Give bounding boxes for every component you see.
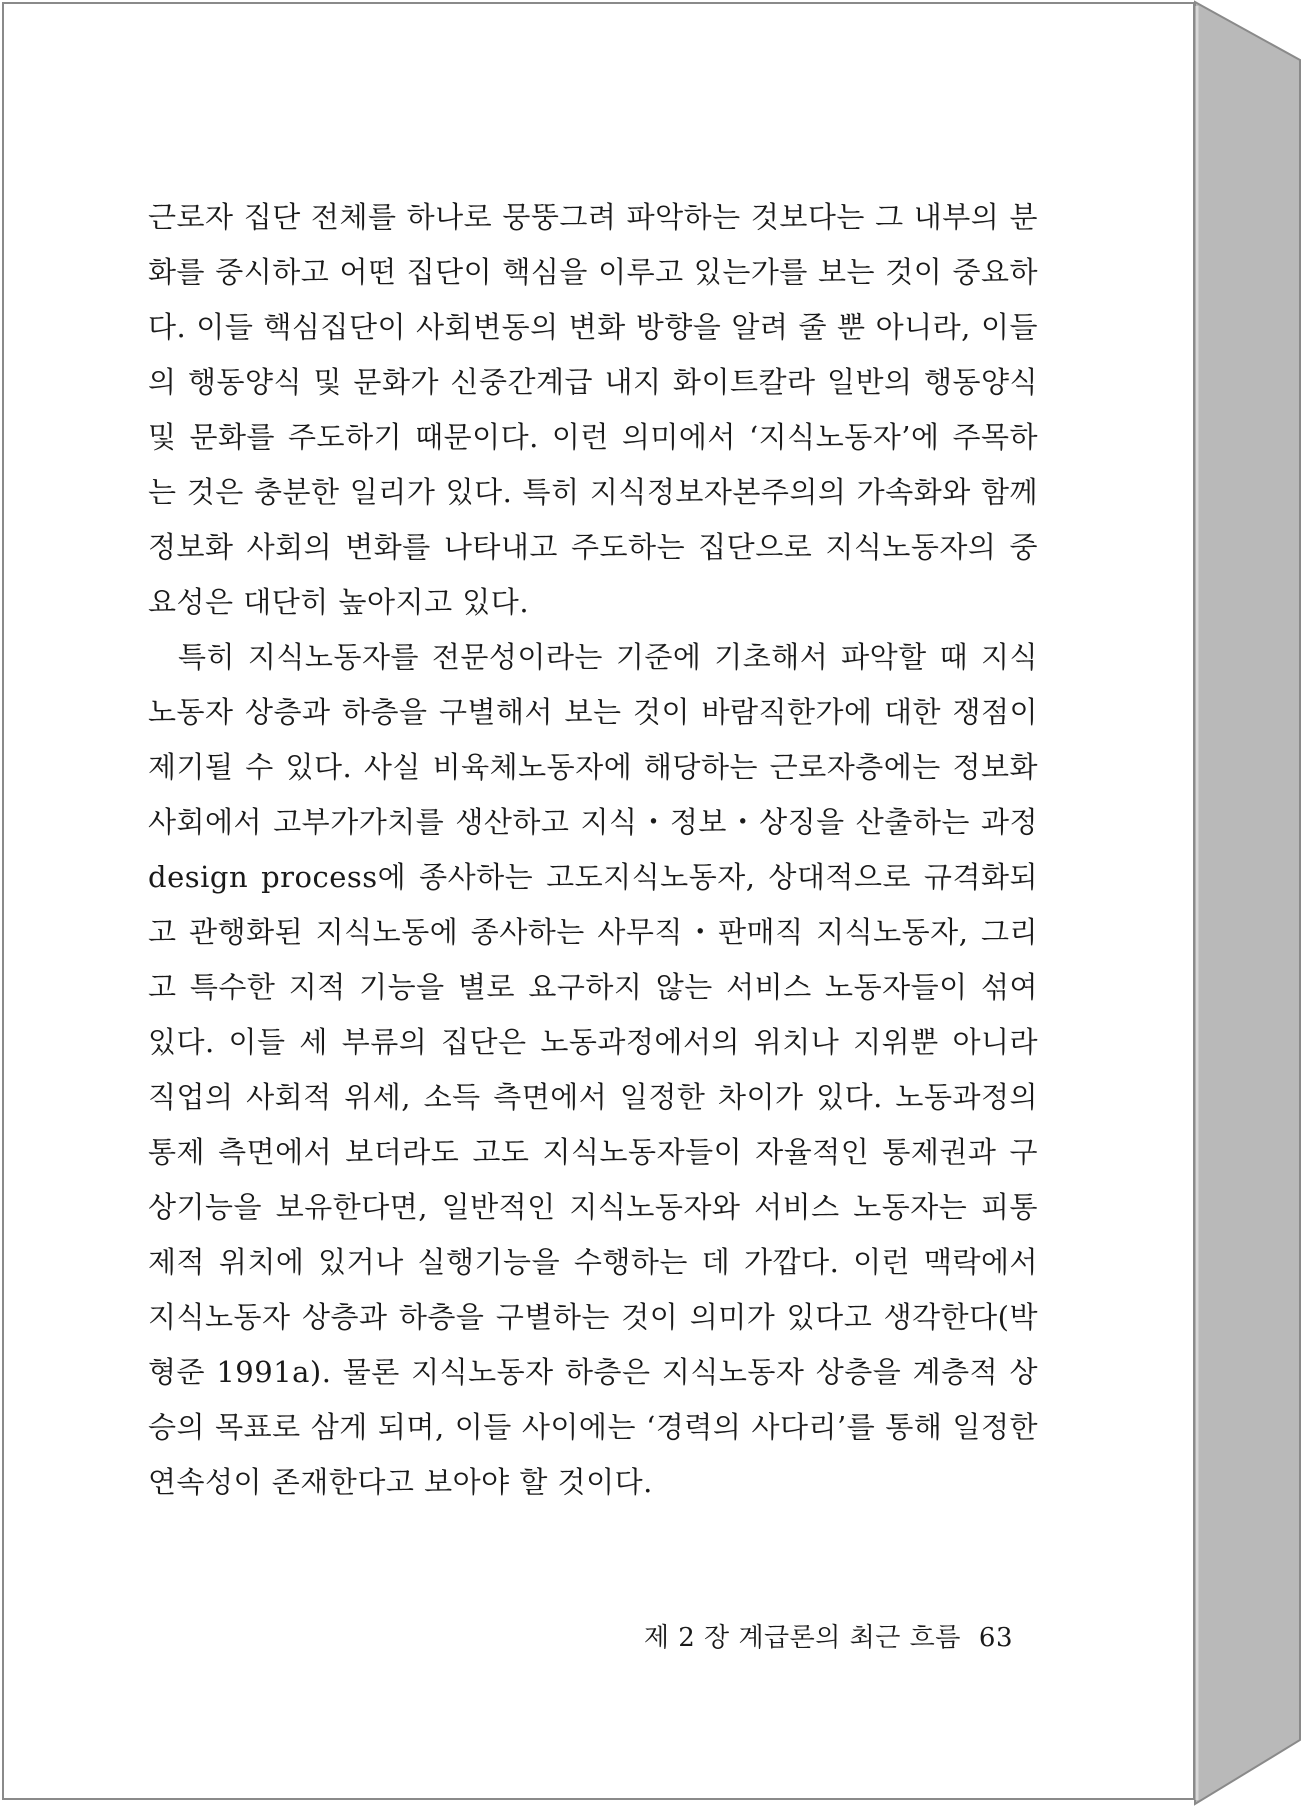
running-footer (644, 1617, 1013, 1654)
page-number: 63 (978, 1623, 1013, 1653)
paragraph-1: 근로자 집단 전체를 하나로 뭉뚱그려 파악하는 것보다는 그 내부의 분화를 중시하고 어떤 집단이 핵심을 이루고 있는가를 보는 것이 중요하다. 이들 핵심집단이 사회변동의 변화 방향을 알려 줄 뿐 아니라, 이들의 행동양식 및 문화가 신중간계급 내지 화이트칼라 일반의 행동양식 및 문화를 주도하기 때문이다. 이런 의미에서 ‘지식노동자’에 주목하는 것은 충분한 일리가 있다. 특히 지식정보자본주의의 가속화와 함께 정보화 사회의 변화를 나타내고 주도하는 집단으로 지식노동자의 중요성은 대단히 높아지고 있다. (148, 200, 1038, 619)
book-side-edge (1195, 2, 1300, 1804)
chapter-title: 제 2 장 계급론의 최근 흐름 (643, 1623, 961, 1653)
paragraph-2: 특히 지식노동자를 전문성이라는 기준에 기초해서 파악할 때 지식노동자 상층과 하층을 구별해서 보는 것이 바람직한가에 대한 쟁점이 제기될 수 있다. 사실 비육체노동자에 해당하는 근로자층에는 정보화 사회에서 고부가가치를 생산하고 지식・정보・상징을 산출하는 과정 design process에 종사하는 고도지식노동자, 상대적으로 규격화되고 관행화된 지식노동에 종사하는 사무직・판매직 지식노동자, 그리고 특수한 지적 기능을 별로 요구하지 않는 서비스 노동자들이 섞여 있다. 이들 세 부류의 집단은 노동과정에서의 위치나 지위뿐 아니라 직업의 사회적 위세, 소득 측면에서 일정한 차이가 있다. 노동과정의 통제 측면에서 보더라도 고도 지식노동자들이 자율적인 통제권과 구상기능을 보유한다면, 일반적인 지식노동자와 서비스 노동자는 피통제적 위치에 있거나 실행기능을 수행하는 데 가깝다. 이런 맥락에서 지식노동자 상층과 하층을 구별하는 것이 의미가 있다고 생각한다(박형준 1991a). 물론 지식노동자 하층은 지식노동자 상층을 계층적 상승의 목표로 삼게 되며, 이들 사이에는 ‘경력의 사다리’를 통해 일정한 연속성이 존재한다고 보아야 할 것이다. (148, 640, 1038, 1499)
body-text (148, 190, 1038, 1510)
